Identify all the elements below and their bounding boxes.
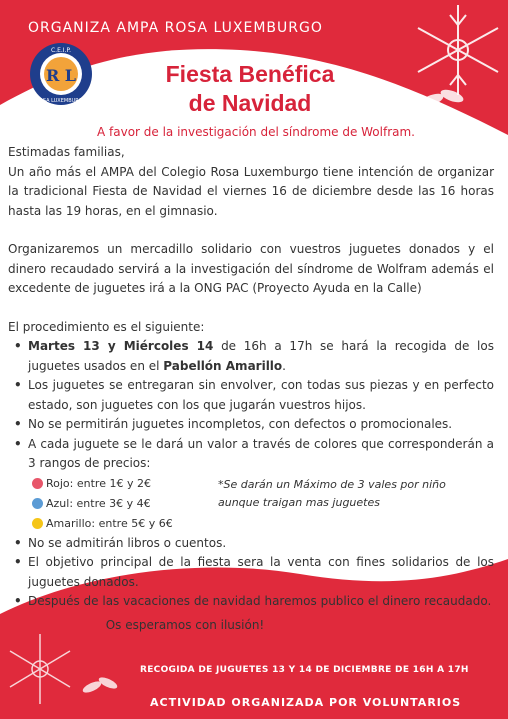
paragraph-market: Organizaremos un mercadillo solidario con vuestros juguetes donados y el dinero recaudado servirá a la investigación del síndrome de Wolfram además el excedente de juguetes irá a la ONG PAC (Proyecto Ayuda en la Calle) <box>8 242 494 295</box>
title-line-2: de Navidad <box>188 90 312 116</box>
blue-dot-icon <box>32 498 43 509</box>
price-red: Rojo: entre 1€ y 2€ <box>32 474 494 494</box>
list-item: • Los juguetes se entregaran sin envolver, con todas sus piezas y en perfecto estado, son juguetes con los que jugarán vuestros hijos. <box>28 376 494 415</box>
list-item: • Martes 13 y Miércoles 14 de 16h a 17h se hará la recogida de los juguetes usados en el Pabellón Amarillo. <box>28 337 494 376</box>
letter-body <box>8 143 494 612</box>
collection-banner: RECOGIDA DE JUGUETES 13 Y 14 DE DICIEMBRE DE 16H A 17H <box>140 665 469 675</box>
logo-top-text: C.E.I.P. <box>50 47 72 54</box>
procedure-list <box>8 337 494 474</box>
red-dot-icon <box>32 478 43 489</box>
procedure-intro: El procedimiento es el siguiente: <box>8 319 205 334</box>
greeting: Estimadas familias, <box>8 145 125 159</box>
logo-letters: R L <box>45 66 77 85</box>
title-line-1: Fiesta Benéfica <box>165 61 335 87</box>
list-item: • Después de las vacaciones de navidad haremos publico el dinero recaudado. <box>28 592 494 612</box>
price-legend <box>32 474 494 534</box>
volunteers-banner: ACTIVIDAD ORGANIZADA POR VOLUNTARIOS <box>150 696 462 709</box>
list-item: • El objetivo principal de la fiesta sera la venta con fines solidarios de los juguetes donados. <box>28 553 494 592</box>
yellow-dot-icon <box>32 518 43 529</box>
closing-line: Os esperamos con ilusión! <box>105 618 265 632</box>
list-item: • No se permitirán juguetes incompletos, con defectos o promocionales. <box>28 415 494 435</box>
school-logo <box>29 42 93 106</box>
page-title <box>120 60 380 118</box>
procedure-list-continued <box>8 534 494 612</box>
price-blue: Azul: entre 3€ y 4€ <box>32 494 494 514</box>
list-item: • No se admitirán libros o cuentos. <box>28 534 494 554</box>
organizer-heading: ORGANIZA AMPA ROSA LUXEMBURGO <box>28 20 323 36</box>
subtitle: A favor de la investigación del síndrome de Wolfram. <box>96 125 415 139</box>
logo-bottom-text: ROSA LUXEMBURGO <box>35 98 87 104</box>
paragraph-intro: Un año más el AMPA del Colegio Rosa Luxemburgo tiene intención de organizar la tradicional Fiesta de Navidad el viernes 16 de diciembre desde las 16 horas hasta las 19 horas, en el gimnasio. <box>8 164 494 218</box>
price-yellow: Amarillo: entre 5€ y 6€ <box>32 514 494 534</box>
voucher-note: *Se darán un Máximo de 3 vales por niño aunque traigan mas juguetes <box>218 477 446 509</box>
list-item: • A cada juguete se le dará un valor a través de colores que corresponderán a 3 rangos de precios: <box>28 435 494 474</box>
